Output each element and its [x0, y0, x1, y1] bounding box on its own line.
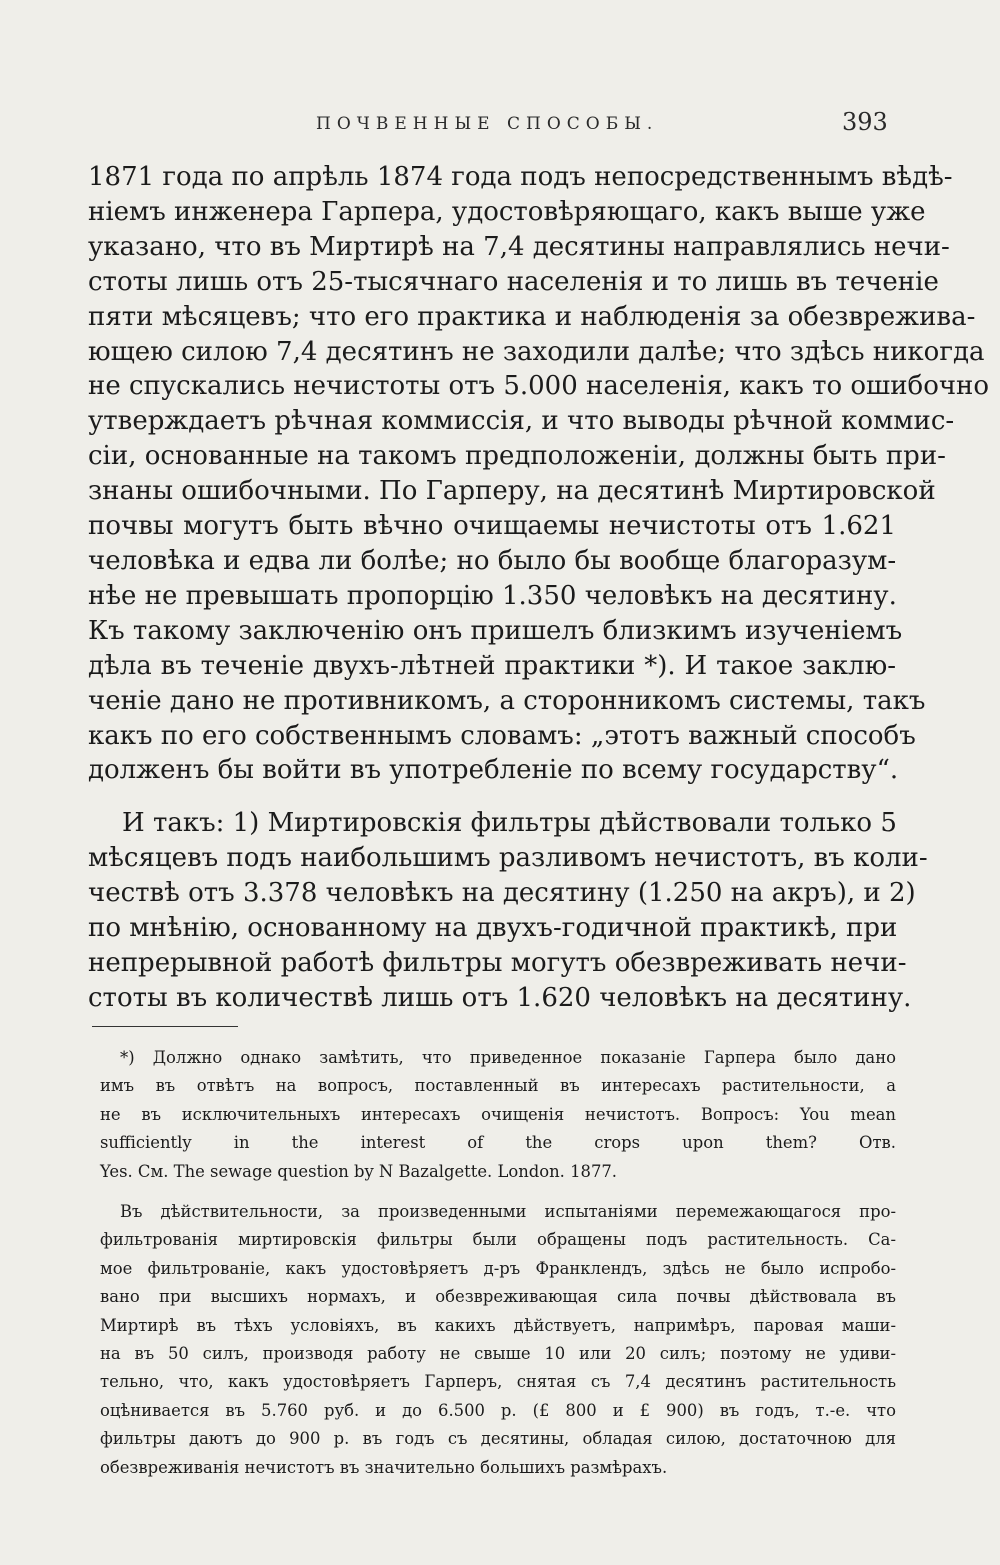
text-line: пяти мѣсяцевъ; что его практика и наблюденія за обезврежива- — [88, 301, 976, 332]
footnote-line: тельно, что, какъ удостовѣряетъ Гарперъ, снятая съ 7,4 десятинъ растительность — [100, 1372, 896, 1392]
text-line: сіи, основанные на такомъ предположеніи, должны быть при- — [88, 441, 946, 472]
running-head — [0, 108, 1000, 148]
paragraph — [88, 160, 990, 788]
text-line: стоты въ количествѣ лишь отъ 1.620 человѣкъ на десятину. — [88, 982, 912, 1013]
page-number: 393 — [842, 108, 888, 136]
footnote-line: фильтрованія миртировскія фильтры были обращены подъ растительность. Са- — [100, 1230, 896, 1250]
footnote-line: фильтры даютъ до 900 р. въ годъ съ десятины, обладая силою, достаточною для — [100, 1429, 896, 1449]
text-line: ченіе дано не противникомъ, а сторонникомъ системы, такъ — [88, 685, 926, 716]
text-line: по мнѣнію, основанному на двухъ-годичной практикѣ, при — [88, 913, 898, 944]
footnote-line: *) Должно однако замѣтить, что приведенное показаніе Гарпера было дано — [120, 1048, 896, 1067]
footnote-line: Въ дѣйствительности, за произведенными испытаніями перемежающагося про- — [120, 1202, 896, 1222]
text-line: человѣка и едва ли болѣе; но было бы вообще благоразум- — [88, 545, 897, 576]
text-line: долженъ бы войти въ употребленіе по всему государству“. — [88, 755, 899, 786]
footnotes — [100, 1044, 896, 1482]
text-line: непрерывной работѣ фильтры могутъ обезвреживать нечи- — [88, 947, 907, 978]
footnote — [100, 1198, 896, 1482]
header-title: ПОЧВЕННЫЕ СПОСОБЫ. — [316, 114, 659, 134]
text-line: Къ такому заключенію онъ пришелъ близкимъ изученіемъ — [88, 615, 903, 646]
text-line: чествѣ отъ 3.378 человѣкъ на десятину (1.250 на акръ), и 2) — [88, 878, 916, 909]
text-line: почвы могутъ быть вѣчно очищаемы нечистоты отъ 1.621 — [88, 511, 896, 542]
footnote-line: вано при высшихъ нормахъ, и обезвреживающая сила почвы дѣйствовала въ — [100, 1287, 896, 1307]
footnote-line: обезвреживанія нечистотъ въ значительно большихъ размѣрахъ. — [100, 1457, 668, 1477]
footnote-rule — [92, 1026, 238, 1027]
footnote-gap — [100, 1186, 896, 1198]
text-line: не спускались нечистоты отъ 5.000 населенія, какъ то ошибочно — [88, 371, 990, 402]
text-line: ющею силою 7,4 десятинъ не заходили далѣе; что здѣсь никогда — [88, 336, 985, 367]
text-line: мѣсяцевъ подъ наибольшимъ разливомъ нечистотъ, въ коли- — [88, 843, 928, 874]
text-line: ніемъ инженера Гарпера, удостовѣряющаго, какъ выше уже — [88, 196, 926, 227]
text-line: утверждаетъ рѣчная коммиссія, и что выводы рѣчной коммис- — [88, 406, 955, 437]
main-text — [88, 160, 990, 1016]
footnote-line: имъ въ отвѣтъ на вопросъ, поставленный въ интересахъ растительности, а — [100, 1076, 896, 1096]
text-line: знаны ошибочными. По Гарперу, на десятинѣ Миртировской — [88, 476, 936, 507]
paragraph-gap — [88, 788, 896, 806]
text-line: указано, что въ Миртирѣ на 7,4 десятины направлялись нечи- — [88, 231, 950, 262]
footnote-line: sufficiently in the interest of the crops upon them? Отв. — [100, 1133, 896, 1153]
footnote-line: мое фильтрованіе, какъ удостовѣряетъ д-ръ Франклендъ, здѣсь не было испробо- — [100, 1258, 896, 1278]
text-line: какъ по его собственнымъ словамъ: „этотъ важный способъ — [88, 720, 916, 751]
text-line: стоты лишь отъ 25-тысячнаго населенія и то лишь въ теченіе — [88, 266, 939, 297]
footnote-line: Yes. См. The sewage question by N Bazalgette. London. 1877. — [100, 1161, 618, 1181]
footnote-line: оцѣнивается въ 5.760 руб. и до 6.500 р. (£ 800 и £ 900) въ годъ, т.-е. что — [100, 1400, 896, 1420]
paragraph — [88, 806, 928, 1015]
footnote-line: не въ исключительныхъ интересахъ очищенія нечистотъ. Вопросъ: You mean — [100, 1104, 896, 1124]
footnote-line: Миртирѣ въ тѣхъ условіяхъ, въ какихъ дѣйствуетъ, напримѣръ, паровая маши- — [100, 1315, 896, 1335]
footnote — [100, 1044, 896, 1186]
text-line: 1871 года по апрѣль 1874 года подъ непосредственнымъ вѣдѣ- — [88, 162, 953, 192]
footnote-line: на въ 50 силъ, производя работу не свыше 10 или 20 силъ; поэтому не удиви- — [100, 1344, 896, 1364]
text-line: нѣе не превышать пропорцію 1.350 человѣкъ на десятину. — [88, 580, 897, 611]
text-line: дѣла въ теченіе двухъ-лѣтней практики *). И такое заклю- — [88, 650, 896, 681]
text-line: И такъ: 1) Миртировскія фильтры дѣйствовали только 5 — [122, 808, 897, 839]
